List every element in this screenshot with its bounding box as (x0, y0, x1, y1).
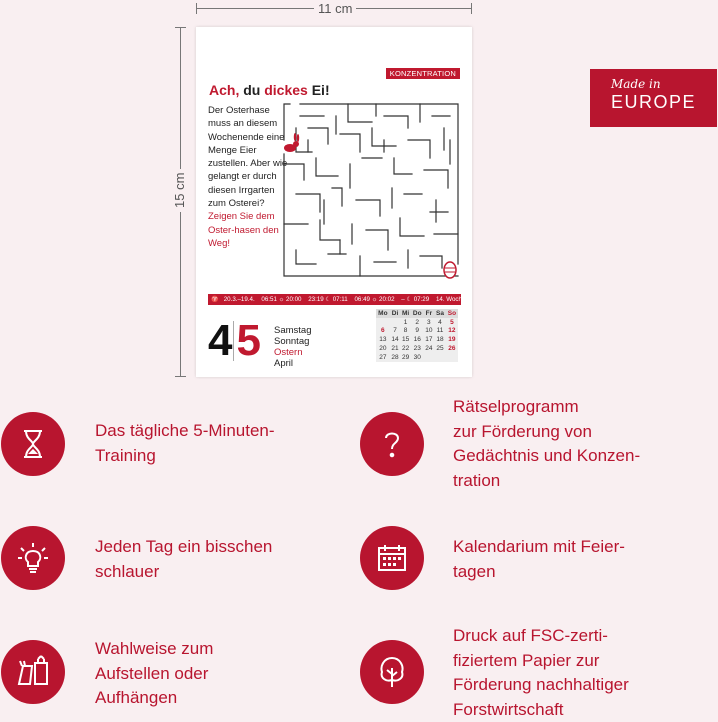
lightbulb-icon (1, 526, 65, 590)
puzzle-title: Ach, du dickes Ei! (209, 82, 330, 98)
mini-calendar-day (424, 353, 435, 362)
puzzle-description: Der Osterhase muss an diesem Wochenende eine Menge Eier zustellen. Aber wie gelangt er durch diesen Irrgarten zum Osterei? Zeigen Sie dem Oster-hasen den Weg! (208, 105, 288, 249)
mini-calendar-day: 10 (425, 327, 433, 335)
mini-calendar-day: 27 (379, 353, 387, 361)
tree-icon (360, 640, 424, 704)
width-dimension-tick-left (196, 3, 197, 14)
mini-calendar-day: 16 (413, 336, 421, 344)
mini-calendar-day (376, 318, 390, 327)
feature-text-holidays: Kalendarium mit Feier- tagen (453, 537, 625, 581)
mini-calendar-day: 5 (450, 318, 454, 326)
height-dimension-tick-bottom (175, 376, 186, 377)
feature-text-training: Das tägliche 5-Minuten- Training (95, 421, 275, 465)
mini-calendar-day: 23 (413, 345, 421, 353)
mini-calendar-day (434, 353, 446, 362)
feature-text-puzzle-program: Rätselprogramm zur Förderung von Gedächtnis und Konzen- tration (453, 397, 641, 490)
category-tag: KONZENTRATION (386, 68, 460, 79)
mini-calendar-day: 13 (379, 336, 387, 344)
height-dimension-tick-top (175, 27, 186, 28)
mini-calendar-day: 3 (427, 318, 431, 326)
mini-calendar-day: 9 (415, 327, 420, 335)
mini-calendar-day: 25 (436, 345, 444, 353)
calendar-page-preview (196, 27, 472, 377)
info-bar: ♈ 20.3.–19.4. 06:51 ☼ 20:00 23:19 ☾ 07:11 06:49 ☼ 20:02 – ☾ 07:29 14. Woche (208, 294, 461, 305)
width-dimension-label: 11 cm (314, 1, 356, 16)
width-dimension-tick-right (471, 3, 472, 14)
mini-calendar-day: 21 (391, 345, 399, 353)
mini-calendar-day: 2 (415, 318, 420, 326)
mini-calendar-day: 4 (438, 318, 442, 326)
feature-text-stand-or-hang: Wahlweise zum Aufstellen oder Aufhängen (95, 639, 214, 707)
mini-calendar-day: 18 (436, 336, 444, 344)
mini-calendar-day: 7 (393, 327, 397, 335)
feature-text-smarter: Jeden Tag ein bisschen schlauer (95, 537, 273, 581)
mini-calendar-day: 28 (391, 353, 399, 361)
bunny-icon (284, 133, 299, 152)
mini-calendar-day (390, 318, 401, 327)
mini-calendar-day: 22 (401, 345, 410, 353)
mini-calendar-day (446, 353, 458, 362)
hourglass-icon (1, 412, 65, 476)
mini-calendar-day: 30 (413, 353, 421, 361)
mini-calendar-day: 20 (379, 345, 387, 353)
mini-calendar: Mo Di Mi Do Fr Sa So 1 2 3 4 5 6 7 8 9 10 11 12 13 14 15 16 17 18 19 20 21 22 23 24 25 26 27 28 29 30 (376, 309, 458, 362)
stand-hang-icon (1, 640, 65, 704)
mini-calendar-day: 12 (448, 327, 456, 335)
day-names: Samstag Sonntag Ostern April (274, 325, 312, 369)
mini-calendar-day: 26 (448, 345, 456, 353)
mini-calendar-day: 1 (403, 318, 408, 326)
zodiac-icon: ♈ (211, 296, 219, 303)
mini-calendar-day: 14 (391, 336, 399, 344)
mini-calendar-day: 24 (425, 345, 433, 353)
calendar-icon (360, 526, 424, 590)
mini-calendar-day: 29 (401, 353, 410, 361)
made-in-europe-badge: Made in EUROPE (590, 69, 717, 127)
mini-calendar-day: 11 (436, 327, 444, 335)
big-date: 4 5 (208, 316, 260, 365)
mini-calendar-day: 17 (425, 336, 433, 344)
feature-text-fsc-paper: Druck auf FSC-zerti- fiziertem Papier zur Förderung nachhaltiger Forstwirtschaft (453, 626, 629, 719)
height-dimension-label: 15 cm (172, 169, 187, 212)
mini-calendar-day: 8 (403, 327, 408, 335)
easter-egg-icon (444, 262, 456, 278)
question-mark-icon (360, 412, 424, 476)
maze-puzzle (280, 104, 462, 280)
mini-calendar-day: 15 (401, 336, 410, 344)
mini-calendar-day: 19 (448, 336, 456, 344)
mini-calendar-day: 6 (381, 327, 385, 335)
